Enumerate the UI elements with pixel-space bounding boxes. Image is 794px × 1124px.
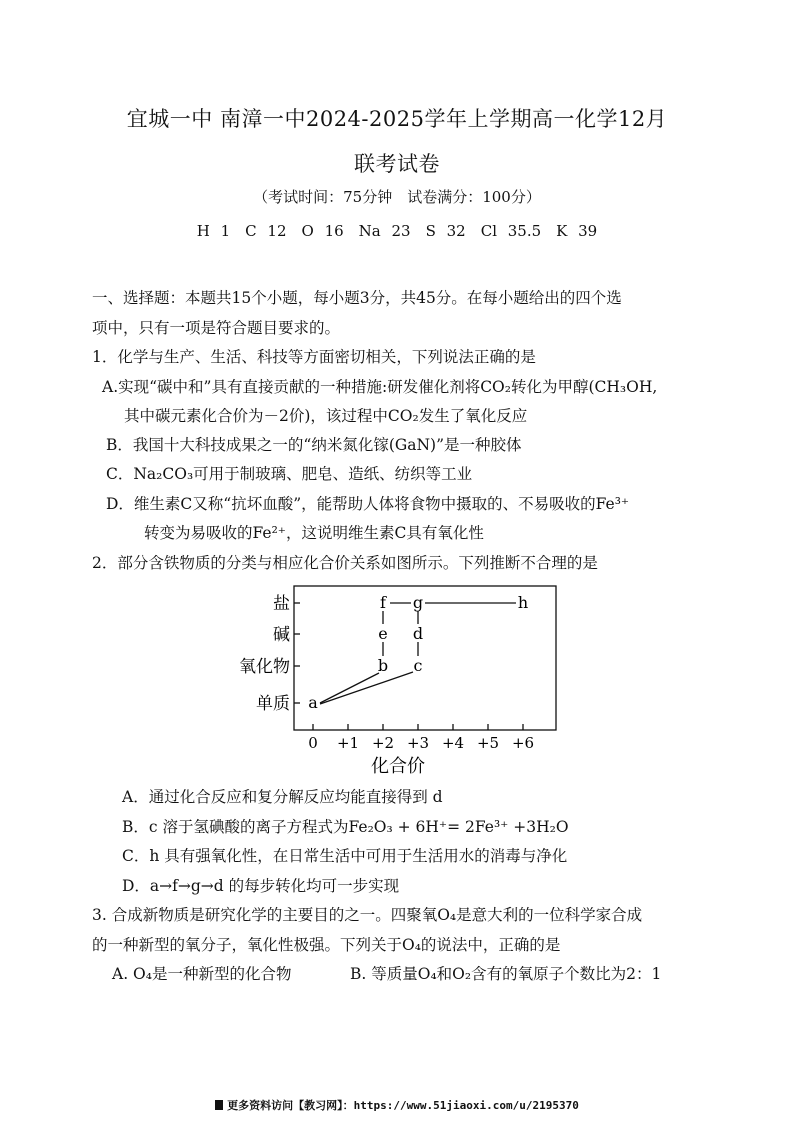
point-a: a bbox=[308, 693, 318, 712]
link-a-b bbox=[320, 673, 379, 703]
q3-stem-line2: 的一种新型的氧分子，氧化性极强。下列关于O₄的说法中，正确的是 bbox=[92, 936, 561, 954]
y-axis-label: 碱 bbox=[273, 625, 290, 645]
diagram-frame bbox=[294, 586, 556, 730]
y-axis-label: 单质 bbox=[256, 694, 290, 714]
exam-title-line2: 联考试卷 bbox=[354, 152, 440, 176]
atomic-masses: H 1 C 12 O 16 Na 23 S 32 Cl 35.5 K 39 bbox=[196, 222, 598, 240]
x-tick-label: +6 bbox=[511, 734, 535, 752]
q1-option-b: B．我国十大科技成果之一的“纳米氮化镓(GaN)”是一种胶体 bbox=[106, 436, 522, 454]
q2-option-d: D．a→f→g→d 的每步转化均可一步实现 bbox=[122, 877, 400, 895]
x-tick-label: +4 bbox=[441, 734, 465, 752]
iron-valence-diagram bbox=[239, 586, 560, 786]
q2-option-b: B．c 溶于氢碘酸的离子方程式为Fe₂O₃ + 6H⁺= 2Fe³⁺ +3H₂O bbox=[122, 818, 569, 836]
x-tick-label: +1 bbox=[336, 734, 360, 752]
footer bbox=[0, 1097, 794, 1113]
q2-option-c: C．h 具有强氧化性，在日常生活中可用于生活用水的消毒与净化 bbox=[122, 847, 568, 865]
q2-stem: 2．部分含铁物质的分类与相应化合价关系如图所示。下列推断不合理的是 bbox=[92, 554, 598, 572]
x-axis-title: 化合价 bbox=[371, 756, 425, 777]
x-tick-label: +5 bbox=[476, 734, 500, 752]
point-h: h bbox=[517, 593, 529, 612]
link-a-c bbox=[320, 672, 413, 704]
x-tick-label: +2 bbox=[371, 734, 395, 752]
point-c: c bbox=[413, 656, 423, 675]
point-f: f bbox=[380, 593, 386, 612]
q1-option-a-line2: 其中碳元素化合价为－2价)，该过程中CO₂发生了氧化反应 bbox=[124, 407, 528, 425]
footer-link[interactable]: 更多资料访问【教习网】：https://www.51jiaoxi.com/u/2195370 bbox=[227, 1099, 579, 1112]
q3-stem-line1: 3. 合成新物质是研究化学的主要目的之一。四聚氧O₄是意大利的一位科学家合成 bbox=[92, 906, 643, 924]
x-tick-label: 0 bbox=[308, 734, 318, 752]
point-g: g bbox=[412, 593, 424, 612]
flag-icon bbox=[215, 1100, 223, 1110]
q1-option-d-line1: D．维生素C又称“抗坏血酸”，能帮助人体将食物中摄取的、不易吸收的Fe³⁺ bbox=[106, 495, 630, 513]
q1-option-a-line1: A.实现“碳中和”具有直接贡献的一种措施:研发催化剂将CO₂转化为甲醇(CH₃OH, bbox=[102, 378, 658, 396]
point-b: b bbox=[377, 656, 389, 675]
point-e: e bbox=[378, 624, 388, 643]
x-tick-label: +3 bbox=[406, 734, 430, 752]
q2-option-a: A．通过化合反应和复分解反应均能直接得到 d bbox=[122, 788, 443, 806]
exam-info: （考试时间：75分钟 试卷满分：100分） bbox=[253, 188, 541, 206]
exam-title-line1: 宜城一中 南漳一中2024-2025学年上学期高一化学12月 bbox=[126, 107, 668, 131]
point-d: d bbox=[412, 624, 424, 643]
q3-option-b: B. 等质量O₄和O₂含有的氧原子个数比为2：1 bbox=[350, 965, 662, 983]
section1-intro-line1: 一、选择题：本题共15个小题，每小题3分，共45分。在每小题给出的四个选 bbox=[92, 289, 622, 307]
q1-option-d-line2: 转变为易吸收的Fe²⁺，这说明维生素C具有氧化性 bbox=[144, 524, 484, 542]
q1-stem: 1．化学与生产、生活、科技等方面密切相关，下列说法正确的是 bbox=[92, 348, 536, 366]
y-axis-label: 盐 bbox=[273, 594, 290, 614]
section1-intro-line2: 项中，只有一项是符合题目要求的。 bbox=[92, 319, 341, 337]
q1-option-c: C．Na₂CO₃可用于制玻璃、肥皂、造纸、纺织等工业 bbox=[106, 465, 473, 483]
y-axis-label: 氧化物 bbox=[239, 657, 290, 677]
q3-option-a: A. O₄是一种新型的化合物 bbox=[112, 965, 292, 983]
